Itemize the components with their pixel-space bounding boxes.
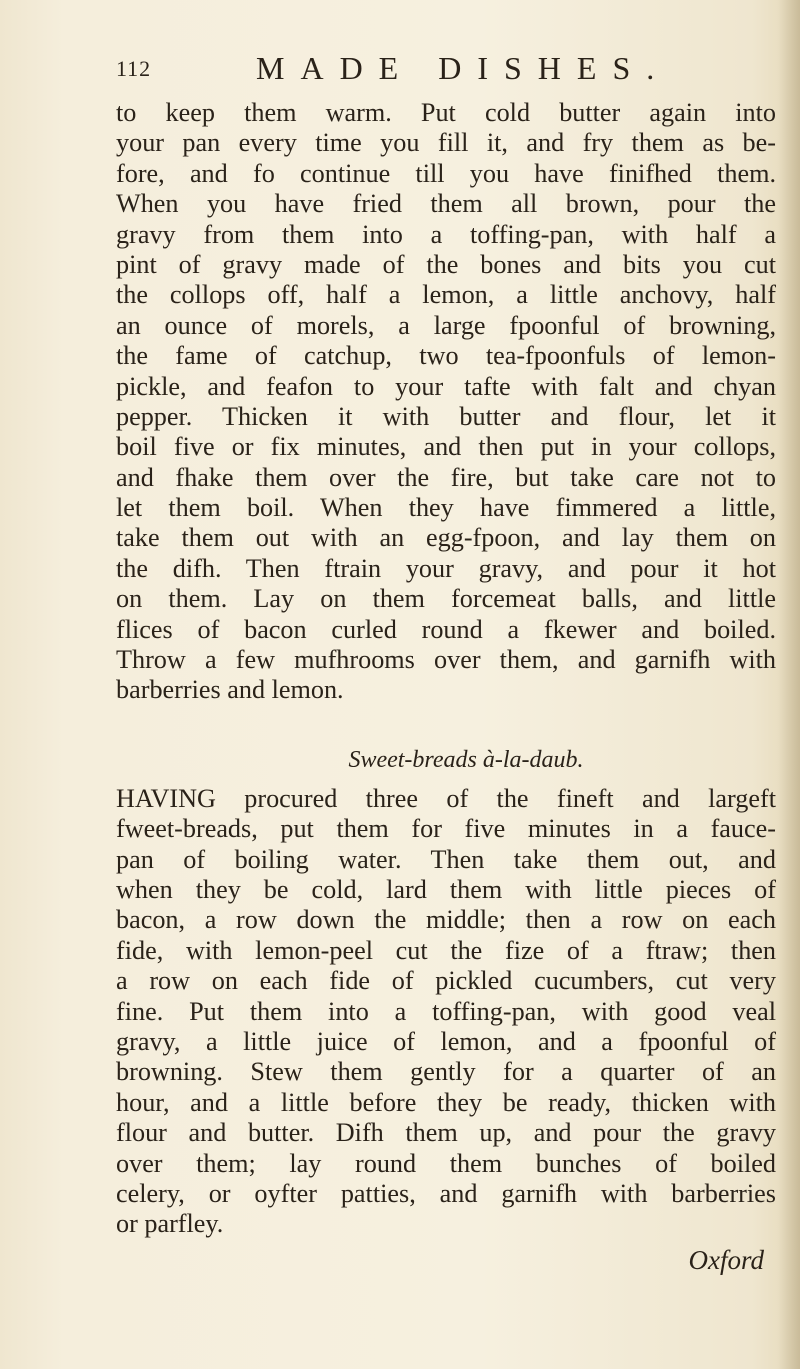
running-head [116,50,736,90]
text-line: boil five or fix minutes, and then put in your collops, [116,432,776,462]
text-line: Throw a few mufhrooms over them, and garnifh with [116,645,776,675]
running-title: MADE DISHES. [256,50,671,86]
text-line: pint of gravy made of the bones and bits you cut [116,249,776,279]
body-text [116,98,776,1280]
text-line: a row on each fide of pickled cucumbers, cut very [116,966,776,996]
attribution: Oxford [688,1244,764,1275]
recipe-title: Sweet-breads à-la-daub. [348,746,584,773]
text-line: pickle, and feafon to your tafte with falt and chyan [116,371,776,401]
page-edge-shadow [778,0,800,1369]
paragraph-sweetbreads [116,784,776,1240]
text-line: when they be cold, lard them with little pieces of [116,874,776,904]
paragraph-collops [116,98,776,706]
text-line: browning. Stew them gently for a quarter of an [116,1057,776,1087]
text-line: When you have fried them all brown, pour the [116,189,776,219]
text-line: fide, with lemon-peel cut the fize of a ftraw; then [116,935,776,965]
text-line: and fhake them over the fire, but take care not to [116,462,776,492]
text-line: the difh. Then ftrain your gravy, and pour it hot [116,553,776,583]
text-line: an ounce of morels, a large fpoonful of browning, [116,310,776,340]
text-line: flices of bacon curled round a fkewer and boiled. [116,614,776,644]
text-line: pan of boiling water. Then take them out, and [116,844,776,874]
text-line: let them boil. When they have fimmered a little, [116,493,776,523]
text-line: bacon, a row down the middle; then a row on each [116,905,776,935]
text-line: or parfley. [116,1209,224,1239]
text-line: pepper. Thicken it with butter and flour, let it [116,401,776,431]
text-line: take them out with an egg-fpoon, and lay them on [116,523,776,553]
text-line: celery, or oyfter patties, and garnifh with barberries [116,1178,776,1208]
text-line: on them. Lay on them forcemeat balls, and little [116,584,776,614]
page-number: 112 [116,56,152,81]
text-line: the fame of catchup, two tea-fpoonfuls of lemon- [116,341,776,371]
text-line: your pan every time you fill it, and fry them as be- [116,128,776,158]
text-line: barberries and lemon. [116,675,344,705]
text-line: fore, and fo continue till you have finifhed them. [116,158,776,188]
text-line: gravy, a little juice of lemon, and a fpoonful of [116,1026,776,1056]
text-line: to keep them warm. Put cold butter again into [116,98,776,127]
text-line: fweet-breads, put them for five minutes in a fauce- [116,814,776,844]
text-line: hour, and a little before they be ready, thicken with [116,1087,776,1117]
text-line: fine. Put them into a toffing-pan, with good veal [116,996,776,1026]
text-line: the collops off, half a lemon, a little anchovy, half [116,280,776,310]
text-line: over them; lay round them bunches of boiled [116,1148,776,1178]
text-line: HAVING procured three of the fineft and largeft [116,783,776,813]
section-gap [116,706,776,736]
text-line: flour and butter. Difh them up, and pour the gravy [116,1118,776,1148]
text-line: gravy from them into a toffing-pan, with half a [116,219,776,249]
